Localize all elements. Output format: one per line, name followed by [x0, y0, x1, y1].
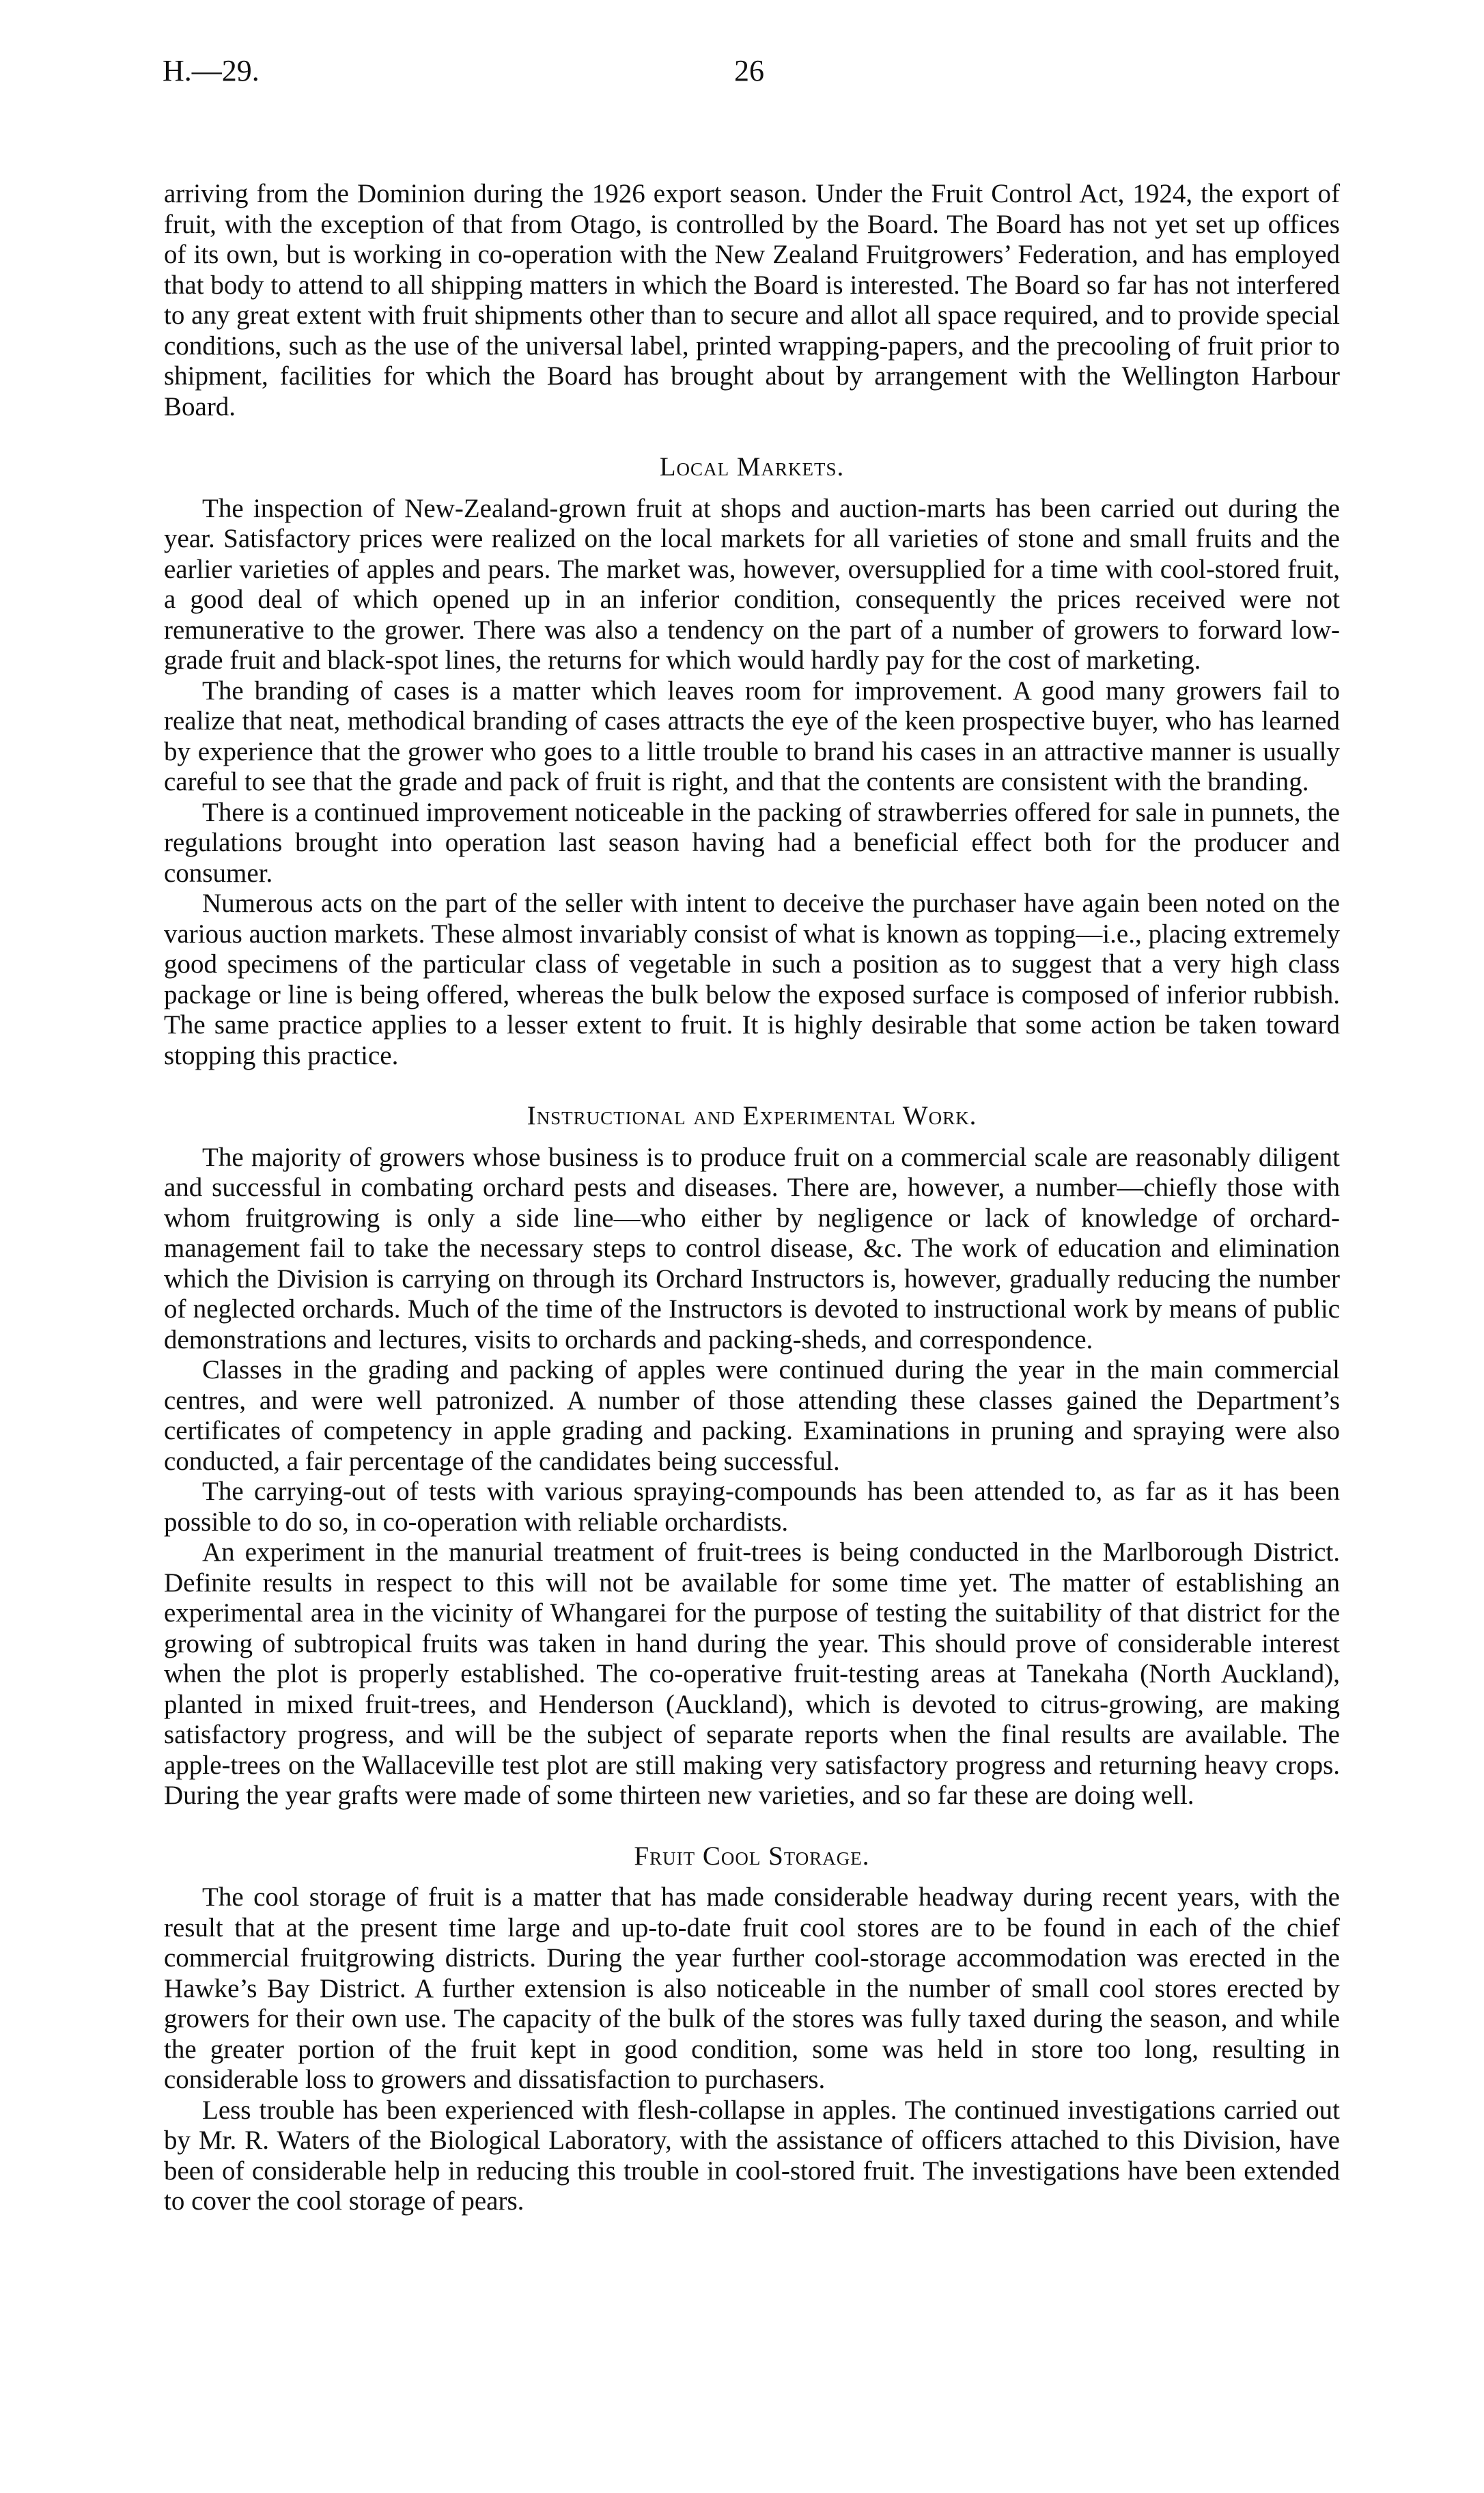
- section-heading-local-markets: Local Markets.: [659, 452, 845, 482]
- intro-paragraph: arriving from the Dominion during the 1926 export season. Under the Fruit Control Act, 1924, the export of fruit, with the exception of that from Otago, is controlled by the Board. The Board has not yet set up offices of its own, but is working in co-operation with the New Zealand Fruitgrowers’ Federation, and has employed that body to attend to all shipping matters in which the Board is interested. The Board so far has not interfered to any great extent with fruit shipments other than to secure and allot all space required, and to provide special conditions, such as the use of the universal label, printed wrapping-papers, and the precooling of fruit prior to shipment, facilities for which the Board has brought about by arrangement with the Wellington Harbour Board.: [164, 179, 1340, 421]
- paragraph: The majority of growers whose business is to produce fruit on a commercial scale are reasonably diligent and successful in combating orchard pests and diseases. There are, however, a number—chiefly those with whom fruitgrowing is only a side line—who either by negligence or lack of knowledge of orchard-management fail to take the necessary steps to control disease, &c. The work of education and elimination which the Division is carrying on through its Orchard Instructors is, however, gradually reducing the number of neglected orchards. Much of the time of the Instructors is devoted to instructional work by means of public demonstrations and lectures, visits to orchards and packing-sheds, and correspondence.: [164, 1142, 1340, 1354]
- page-number: 26: [734, 54, 764, 87]
- paragraph: The carrying-out of tests with various spraying-compounds has been attended to, as far as it has been possible to do so, in co-operation with reliable orchardists.: [164, 1477, 1340, 1537]
- paragraph: Numerous acts on the part of the seller with intent to deceive the purchaser have again been noted on the various auction markets. These almost invariably consist of what is known as topping—i.e., placing extremely good specimens of the particular class of vegetable in such a position as to suggest that a very high class package or line is being offered, whereas the bulk below the exposed surface is composed of inferior rubbish. The same practice applies to a lesser extent to fruit. It is highly desirable that some action be taken toward stopping this practice.: [164, 889, 1340, 1070]
- document-body: [164, 179, 1340, 2217]
- section-heading-instructional-work: Instructional and Experimental Work.: [527, 1101, 977, 1130]
- paragraph: The branding of cases is a matter which leaves room for improvement. A good many growers fail to realize that neat, methodical branding of cases attracts the eye of the keen prospective buyer, who has learned by experience that the grower who goes to a little trouble to brand his cases in an attractive manner is usually careful to see that the grade and pack of fruit is right, and that the contents are consistent with the branding.: [164, 676, 1340, 796]
- paragraph: There is a continued improvement noticeable in the packing of strawberries offered for sale in punnets, the regulations brought into operation last season having had a beneficial effect both for the producer and consumer.: [164, 797, 1340, 888]
- paragraph: Less trouble has been experienced with flesh-collapse in apples. The continued investigations carried out by Mr. R. Waters of the Biological Laboratory, with the assistance of officers attached to this Division, have been of considerable help in reducing this trouble in cool-stored fruit. The investigations have been extended to cover the cool storage of pears.: [164, 2095, 1340, 2216]
- document-reference: H.—29.: [163, 54, 260, 87]
- paragraph: The inspection of New-Zealand-grown fruit at shops and auction-marts has been carried out during the year. Satisfactory prices were realized on the local markets for all varieties of stone and small fruits and the earlier varieties of apples and pears. The market was, however, oversupplied for a time with cool-stored fruit, a good deal of which opened up in an inferior condition, consequently the prices received were not remunerative to the grower. There was also a tendency on the part of a number of growers to forward low-grade fruit and black-spot lines, the returns for which would hardly pay for the cost of marketing.: [164, 493, 1340, 675]
- paragraph: An experiment in the manurial treatment of fruit-trees is being conducted in the Marlborough District. Definite results in respect to this will not be available for some time yet. The matter of establishing an experimental area in the vicinity of Whangarei for the purpose of testing the suitability of that district for the growing of subtropical fruits was taken in hand during the year. This should prove of considerable interest when the plot is properly established. The co-operative fruit-testing areas at Tanekaha (North Auckland), planted in mixed fruit-trees, and Henderson (Auckland), which is devoted to citrus-growing, are making satisfactory progress, and will be the subject of separate reports when the final results are available. The apple-trees on the Wallaceville test plot are still making very satisfactory progress and returning heavy crops. During the year grafts were made of some thirteen new varieties, and so far these are doing well.: [164, 1537, 1340, 1810]
- paragraph: The cool storage of fruit is a matter that has made considerable headway during recent years, with the result that at the present time large and up-to-date fruit cool stores are to be found in each of the chief commercial fruitgrowing districts. During the year further cool-storage accommodation was erected in the Hawke’s Bay District. A further extension is also noticeable in the number of small cool stores erected by growers for their own use. The capacity of the bulk of the stores was fully taxed during the season, and while the greater portion of the fruit kept in good condition, some was held in store too long, resulting in considerable loss to growers and dissatisfaction to purchasers.: [164, 1882, 1340, 2094]
- section-heading-fruit-cool-storage: Fruit Cool Storage.: [634, 1841, 870, 1871]
- paragraph: Classes in the grading and packing of apples were continued during the year in the main commercial centres, and were well patronized. A number of those attending these classes gained the Department’s certificates of competency in apple grading and packing. Examinations in pruning and spraying were also conducted, a fair percentage of the candidates being successful.: [164, 1355, 1340, 1476]
